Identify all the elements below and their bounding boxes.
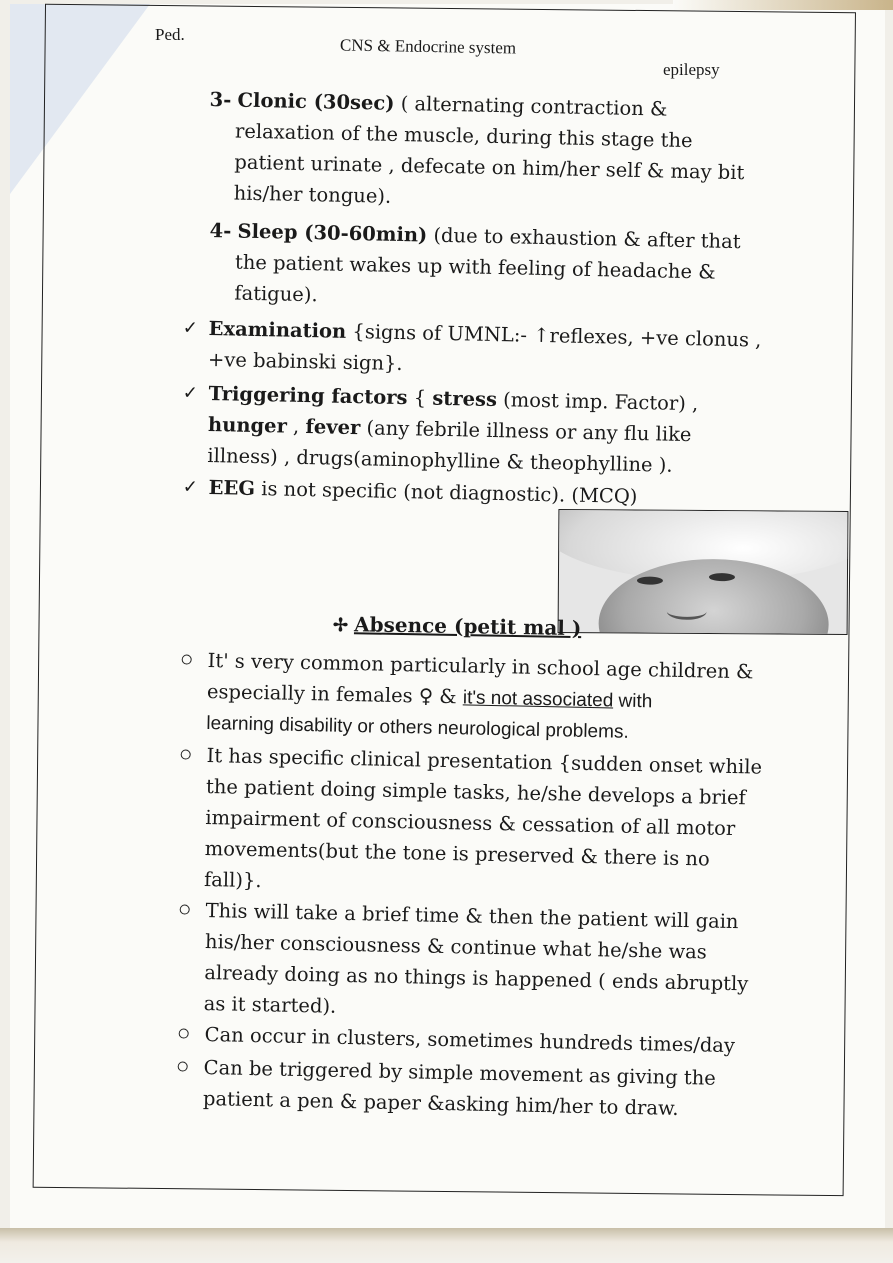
phase-sleep [208,215,741,319]
list-item [203,1052,716,1125]
list-text: learning disability or others neurological problems. [206,712,629,743]
check-text: (any febrile illness or any flu like [360,416,692,447]
checkmark-icon: ✓ [182,317,198,339]
check-text: , [286,414,306,439]
phase-text: (due to exhaustion & after that [427,223,741,254]
check-text: is not specific (not diagnostic). (MCQ) [254,476,638,508]
check-text: { [407,386,433,410]
check-title: EEG [208,475,256,500]
list-text: the patient doing simple tasks, he/she develops a brief [205,774,747,810]
check-text: (most imp. Factor) , [496,388,699,416]
phase-title: Clonic (30sec) [237,88,395,115]
list-text: already doing as no things is happened ( ends abruptly [204,960,749,996]
list-text: It' s very common particularly in school age children & [207,648,754,684]
list-item [203,895,750,1030]
phase-text: fatigue). [234,281,318,307]
section-heading [333,612,582,640]
photo-mouth [667,603,707,620]
header-right: epilepsy [663,60,720,79]
check-title: Triggering factors [208,381,408,410]
list-text-underlined: it's not associated [462,687,614,712]
phase-number: 4- [209,218,232,243]
phase-clonic [207,84,746,219]
bullet-circle-icon [178,1061,188,1071]
phase-text: ( alternating contraction & [394,91,668,121]
checkmark-icon: ✓ [182,476,198,498]
list-text: as it started). [203,991,337,1018]
phase-text: the patient wakes up with feeling of headache & [234,250,716,284]
check-text: illness) , drugs(aminophylline & theophylline ). [207,443,673,477]
list-text: his/her consciousness & continue what he/she was [204,929,708,964]
section-marker-icon: ✢ [332,614,349,637]
check-keyword: hunger [207,412,288,438]
baby-photo [558,509,849,635]
check-examination [182,313,762,387]
list-text: Can be triggered by simple movement as giving the [203,1055,717,1090]
phase-number: 3- [209,87,232,112]
section-title: Absence (petit mal ) [353,612,582,641]
check-triggering-factors [182,378,699,481]
list-text: fall)}. [203,867,262,893]
check-keyword: stress [432,386,498,412]
phase-text: relaxation of the muscle, during this stage the [234,119,693,153]
check-text: {signs of UMNL:- ↑reflexes, +ve clonus , [345,319,762,352]
bullet-circle-icon [179,1028,189,1038]
bullet-circle-icon [181,749,191,759]
list-text: especially in females ♀ & [206,679,464,709]
list-text: patient a pen & paper &asking him/her to draw. [202,1086,679,1120]
list-text: This will take a brief time & then the patient will gain [205,898,739,934]
list-text: impairment of consciousness & cessation of all motor [205,805,736,841]
checkmark-icon: ✓ [182,382,198,404]
list-text: movements(but the tone is preserved & there is no [204,836,710,871]
check-title: Examination [208,316,347,343]
phase-text: patient urinate , defecate on him/her self & may bit [234,150,745,185]
header-left: Ped. [155,25,185,44]
bullet-circle-icon [180,904,190,914]
list-text: It has specific clinical presentation {sudden onset while [206,743,763,779]
phase-title: Sleep (30-60min) [237,219,428,247]
photo-eye [637,577,663,585]
list-text: with [613,690,653,713]
check-keyword: fever [305,415,361,440]
bullet-circle-icon [182,654,192,664]
list-text: Can occur in clusters, sometimes hundreds times/day [204,1022,736,1058]
check-text: +ve babinski sign}. [207,347,403,376]
phase-text: his/her tongue). [233,181,392,208]
list-item [204,740,763,907]
header-center: CNS & Endocrine system [339,35,517,58]
photo-eye [709,573,735,581]
list-item [206,645,754,750]
